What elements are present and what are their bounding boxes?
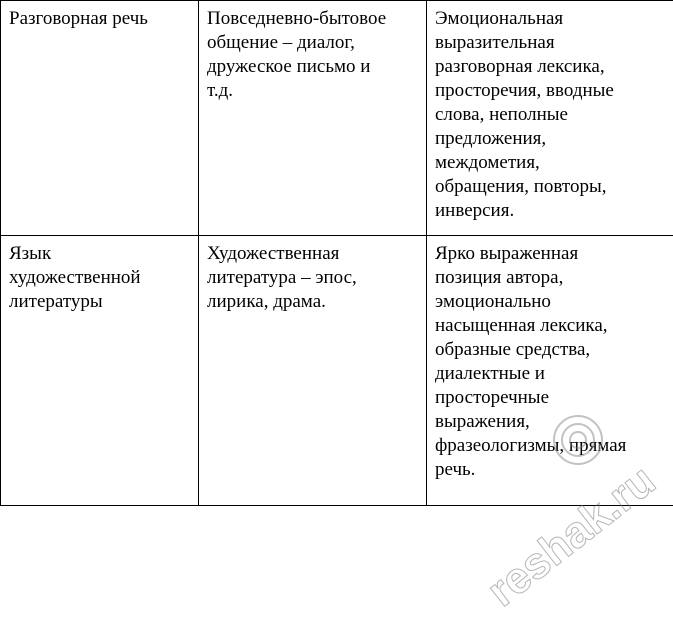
table-cell-style-name: Разговорная речь	[1, 1, 199, 236]
table-cell-language-features: Ярко выраженная позиция автора, эмоционально насыщенная лексика, образные средства, диалектные и просторечные выражения, фразеологизмы, прямая речь.	[427, 236, 673, 506]
table-cell-language-features: Эмоциональная выразительная разговорная лексика, просторечия, вводные слова, неполные предложения, междометия, обращения, повторы, инверсия.	[427, 1, 673, 236]
table-row	[1, 1, 673, 236]
table-cell-usage-sphere: Художественная литература – эпос, лирика, драма.	[199, 236, 427, 506]
table-cell-style-name: Язык художественной литературы	[1, 236, 199, 506]
table-row	[1, 236, 673, 506]
table-cell-usage-sphere: Повседневно-бытовое общение – диалог, дружеское письмо и т.д.	[199, 1, 427, 236]
watermark-text: reshak.ru	[478, 456, 665, 617]
